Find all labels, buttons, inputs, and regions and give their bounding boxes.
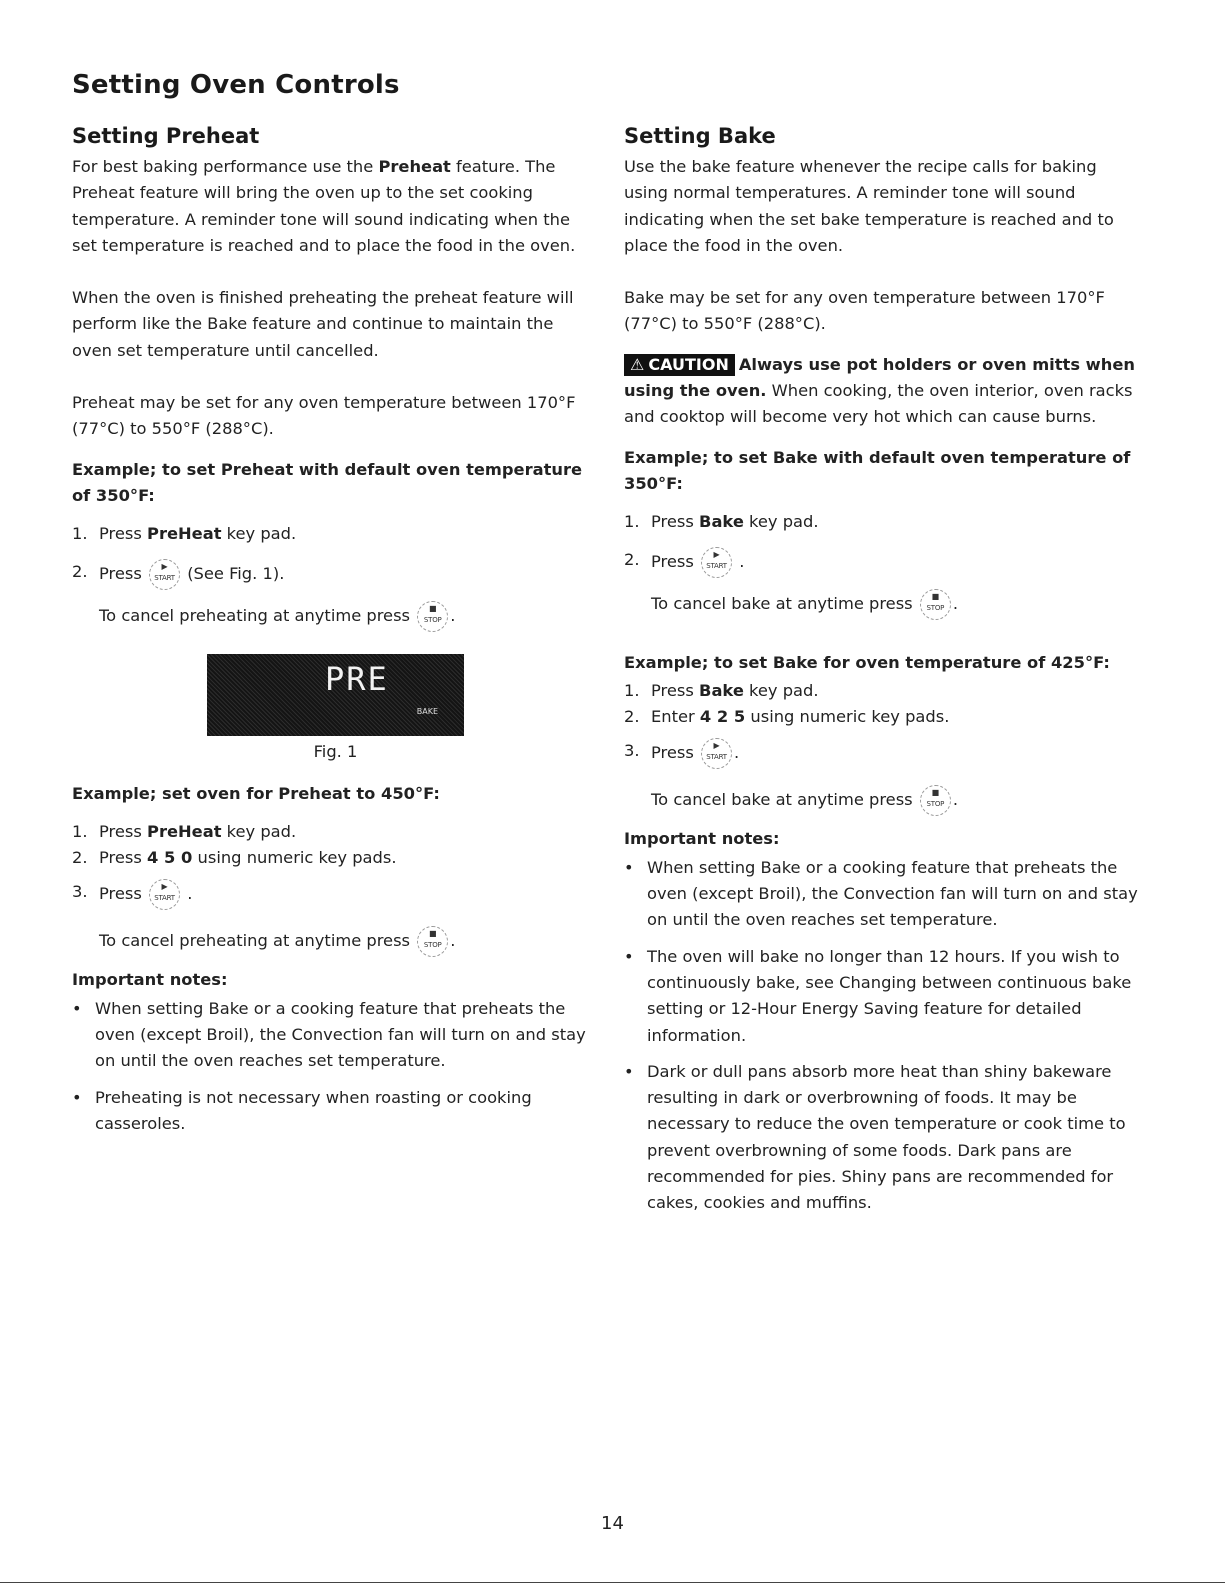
- play-icon: ▶: [713, 549, 720, 559]
- note-text: When setting Bake or a cooking feature that preheats the oven (except Broil), the Convection fan will turn on and stay on until the oven reaches set temperature.: [95, 998, 586, 1071]
- figure-caption: Fig. 1: [313, 741, 358, 761]
- bullet-icon: •: [72, 998, 82, 1018]
- step-item: [624, 547, 1144, 578]
- steps-bake-default: [624, 509, 1144, 577]
- start-key-icon: [701, 738, 732, 769]
- key-label: STOP: [423, 615, 442, 624]
- step-text: using numeric key pads.: [745, 707, 950, 727]
- step-keyword: Bake: [699, 512, 744, 532]
- stop-square-icon: ■: [931, 591, 940, 601]
- intro-text: For best baking performance use the: [72, 157, 379, 176]
- notes-title: Important notes:: [72, 970, 228, 990]
- steps-bake-425: [624, 678, 1144, 770]
- notes-list: [72, 996, 592, 1137]
- caution-label: CAUTION: [648, 354, 729, 374]
- key-label: STOP: [423, 941, 442, 950]
- bullet-icon: •: [72, 1087, 82, 1107]
- step-number: 2.: [72, 561, 88, 581]
- key-label: START: [706, 561, 727, 570]
- cancel-instruction: [72, 601, 592, 632]
- steps-preheat-default: [72, 521, 592, 589]
- stop-key-icon: [417, 601, 448, 632]
- stop-square-icon: ■: [428, 929, 437, 939]
- step-keyword: 4 2 5: [699, 707, 746, 727]
- stop-square-icon: ■: [428, 603, 437, 613]
- step-item: [72, 559, 592, 590]
- step-text: Enter: [651, 707, 700, 727]
- caution-bold-text: Always use pot holders or oven mitts when using the oven.: [624, 354, 1135, 401]
- step-text: using numeric key pads.: [192, 848, 397, 868]
- step-text: Press: [651, 743, 700, 763]
- caution-text: When cooking, the oven interior, oven racks and cooktop will become very hot which can cause burns.: [624, 381, 1133, 427]
- page-number: 14: [601, 1513, 624, 1534]
- notes-title: Important notes:: [624, 829, 780, 849]
- example-heading-preheat-450: Example; set oven for Preheat to 450°F:: [72, 783, 440, 803]
- intro-bold: Preheat: [378, 157, 451, 176]
- cancel-text: To cancel bake at anytime press: [651, 593, 918, 613]
- step-text: key pad.: [221, 821, 297, 841]
- figure-1: [207, 654, 464, 761]
- intro-text-cont: feature. The Preheat feature will bring the oven up to the set cooking temperature. A reminder tone will sound indicating when the set temperature is reached and to place the food in the oven.: [72, 157, 576, 255]
- step-item: [624, 678, 1144, 704]
- caution-badge: [624, 354, 735, 376]
- preheat-para-2: When the oven is finished preheating the preheat feature will perform like the Bake feature and continue to maintain the oven set temperature until cancelled.: [72, 288, 574, 360]
- section-title-bake: Setting Bake: [624, 124, 776, 148]
- bake-section: [624, 124, 1144, 1227]
- step-text: Press: [651, 551, 700, 571]
- stop-key-icon: [417, 926, 448, 957]
- step-number: 2.: [72, 848, 88, 868]
- section-title-preheat: Setting Preheat: [72, 124, 260, 148]
- step-text: key pad.: [221, 524, 297, 544]
- step-item: [624, 738, 1144, 769]
- step-number: 1.: [624, 680, 640, 700]
- example-heading-preheat-default: Example; to set Preheat with default oven temperature of 350°F:: [72, 459, 583, 505]
- note-text: Preheating is not necessary when roasting or cooking casseroles.: [95, 1087, 532, 1133]
- cancel-instruction: [72, 926, 592, 957]
- step-number: 3.: [624, 741, 640, 761]
- bullet-icon: •: [624, 946, 634, 966]
- step-text: .: [734, 551, 745, 571]
- start-key-icon: [149, 879, 180, 910]
- step-text: Press: [99, 563, 148, 583]
- stop-key-icon: [920, 589, 951, 620]
- step-text: Press: [99, 848, 148, 868]
- caution-block: [624, 352, 1144, 431]
- key-label: START: [154, 573, 175, 582]
- step-text: Press: [651, 680, 700, 700]
- step-number: 1.: [72, 821, 88, 841]
- step-keyword: 4 5 0: [147, 848, 193, 868]
- step-item: [72, 521, 592, 547]
- step-keyword: PreHeat: [147, 524, 222, 544]
- cancel-text: To cancel preheating at anytime press: [99, 605, 416, 625]
- steps-preheat-450: [72, 819, 592, 911]
- step-item: [72, 819, 592, 845]
- step-text: key pad.: [743, 512, 819, 532]
- note-item: [624, 855, 1144, 934]
- display-readout: PRE: [325, 659, 389, 698]
- cancel-text: .: [952, 593, 959, 613]
- play-icon: ▶: [161, 882, 168, 892]
- start-key-icon: [701, 547, 732, 578]
- key-label: STOP: [926, 800, 945, 809]
- note-item: [624, 1059, 1144, 1217]
- note-item: [72, 996, 592, 1075]
- step-text: key pad.: [743, 680, 819, 700]
- note-text: When setting Bake or a cooking feature that preheats the oven (except Broil), the Convection fan will turn on and stay on until the oven reaches set temperature.: [647, 857, 1138, 930]
- step-text: Press: [99, 524, 148, 544]
- note-text: Dark or dull pans absorb more heat than shiny bakeware resulting in dark or overbrowning of foods. It may be necessary to reduce the oven temperature or cook time to prevent overbrowning of some foods. Dark pans are recommended for pies. Shiny pans are recommended for cakes, cookies and muffins.: [647, 1061, 1126, 1213]
- cancel-text: To cancel preheating at anytime press: [99, 931, 416, 951]
- step-text: .: [734, 743, 740, 763]
- cancel-text: To cancel bake at anytime press: [651, 790, 918, 810]
- oven-display-image: [207, 654, 464, 736]
- step-text: Press: [99, 821, 148, 841]
- step-number: 1.: [72, 524, 88, 544]
- step-text: (See Fig. 1).: [182, 563, 285, 583]
- step-keyword: Bake: [699, 680, 744, 700]
- bake-para-2: Bake may be set for any oven temperature between 170°F (77°C) to 550°F (288°C).: [624, 288, 1105, 334]
- step-number: 2.: [624, 549, 640, 569]
- key-label: STOP: [926, 603, 945, 612]
- note-item: [72, 1085, 592, 1138]
- step-item: [624, 509, 1144, 535]
- start-key-icon: [149, 559, 180, 590]
- bullet-icon: •: [624, 1061, 634, 1081]
- step-number: 2.: [624, 707, 640, 727]
- preheat-section: [72, 124, 592, 1147]
- cancel-instruction: [624, 589, 1144, 620]
- step-text: Press: [99, 884, 148, 904]
- preheat-intro: [72, 154, 592, 259]
- page-title: Setting Oven Controls: [72, 70, 400, 100]
- stop-square-icon: ■: [931, 788, 940, 798]
- step-number: 3.: [72, 882, 88, 902]
- key-label: START: [706, 753, 727, 762]
- note-text: The oven will bake no longer than 12 hours. If you wish to continuously bake, see Changing between continuous bake setting or 12-Hour Energy Saving feature for detailed information.: [647, 946, 1132, 1045]
- step-item: [624, 704, 1144, 730]
- step-item: [72, 879, 592, 910]
- step-text: Press: [651, 512, 700, 532]
- step-number: 1.: [624, 512, 640, 532]
- play-icon: ▶: [161, 561, 168, 571]
- note-item: [624, 944, 1144, 1049]
- display-mode-label: BAKE: [416, 706, 438, 716]
- bottom-divider: [0, 1582, 1225, 1583]
- example-heading-bake-default: Example; to set Bake with default oven temperature of 350°F:: [624, 447, 1131, 493]
- preheat-para-3: Preheat may be set for any oven temperature between 170°F (77°C) to 550°F (288°C).: [72, 393, 576, 439]
- warning-triangle-icon: ⚠: [630, 354, 645, 374]
- bullet-icon: •: [624, 857, 634, 877]
- step-keyword: PreHeat: [147, 821, 222, 841]
- step-text: .: [182, 884, 193, 904]
- bake-intro: Use the bake feature whenever the recipe calls for baking using normal temperatures. A reminder tone will sound indicating when the set bake temperature is reached and to place the food in the oven.: [624, 157, 1114, 255]
- cancel-text: .: [450, 931, 456, 951]
- notes-list: [624, 855, 1144, 1217]
- example-heading-bake-425: Example; to set Bake for oven temperature of 425°F:: [624, 652, 1110, 672]
- cancel-instruction: [624, 785, 1144, 816]
- stop-key-icon: [920, 785, 951, 816]
- cancel-text: .: [952, 790, 959, 810]
- step-item: [72, 845, 592, 871]
- cancel-text: .: [450, 605, 456, 625]
- play-icon: ▶: [713, 741, 720, 751]
- key-label: START: [154, 894, 175, 903]
